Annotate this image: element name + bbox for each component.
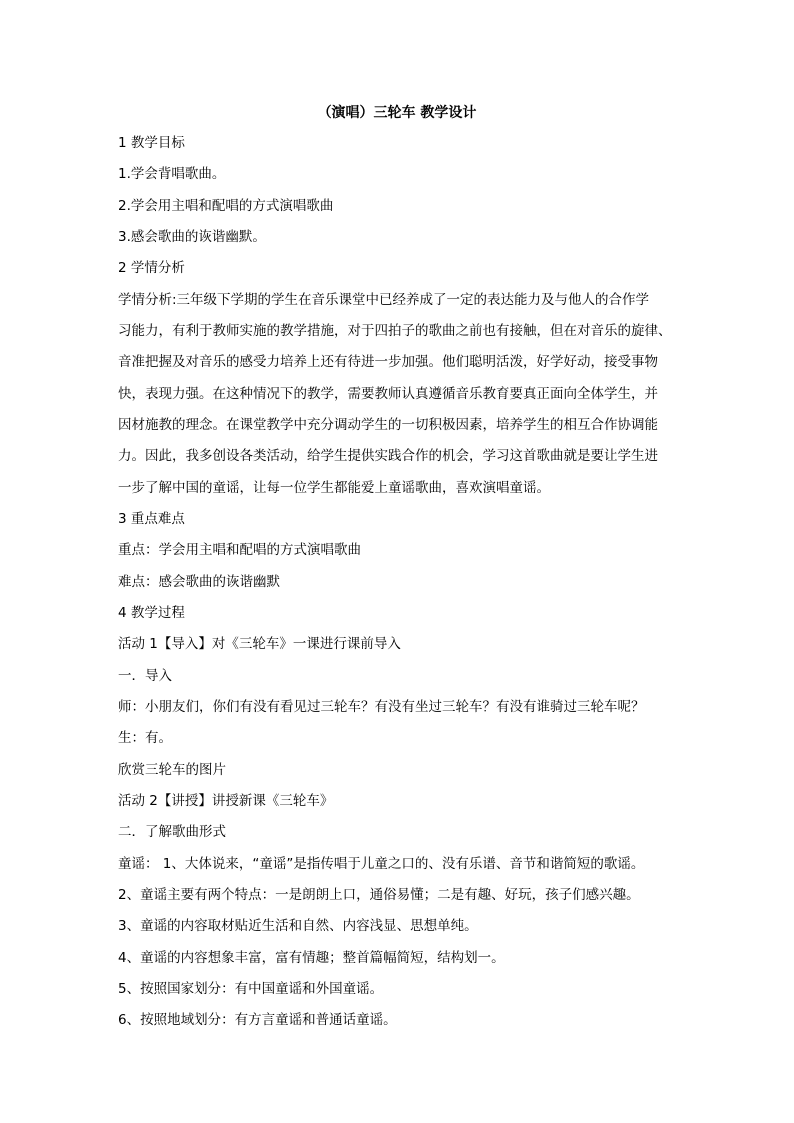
goal-item-3: 3.感会歌曲的诙谐幽默。 — [118, 229, 266, 245]
list-item: 6、按照地域划分：有方言童谣和普通话童谣。 — [118, 1012, 397, 1028]
paragraph-line: 因材施教的理念。在课堂教学中充分调动学生的一切积极因素，培养学生的相互合作协调能 — [118, 417, 658, 433]
activity-1-heading: 活动 1【导入】对《三轮车》一课进行课前导入 — [118, 636, 401, 652]
document-title: （演唱）三轮车 教学设计 — [317, 105, 477, 121]
paragraph-line: 习能力，有利于教师实施的教学措施，对于四拍子的歌曲之前也有接触，但在对音乐的旋律、 — [118, 323, 672, 339]
difficulty-point: 难点：感会歌曲的诙谐幽默 — [118, 574, 280, 590]
paragraph-line: 力。因此，我多创设各类活动，给学生提供实践合作的机会，学习这首歌曲就是要让学生进 — [118, 448, 658, 464]
list-item: 4、童谣的内容想象丰富，富有情趣；整首篇幅简短，结构划一。 — [118, 950, 505, 966]
key-point: 重点：学会用主唱和配唱的方式演唱歌曲 — [118, 542, 361, 558]
student-line: 生：有。 — [118, 730, 172, 746]
section-heading-student-analysis: 2 学情分析 — [118, 260, 185, 276]
activity-2-heading: 活动 2【讲授】讲授新课《三轮车》 — [118, 793, 334, 809]
paragraph-line: 快，表现力强。在这种情况下的教学，需要教师认真遵循音乐教育要真正面向全体学生，并 — [118, 386, 658, 402]
section-heading-teaching-goals: 1 教学目标 — [118, 135, 185, 151]
subheading-intro: 一．导入 — [118, 668, 172, 684]
teacher-line: 师：小朋友们，你们有没有看见过三轮车？有没有坐过三轮车？有没有谁骑过三轮车呢？ — [118, 699, 645, 715]
list-item: 5、按照国家划分：有中国童谣和外国童谣。 — [118, 981, 384, 997]
list-item: 童谣： 1、大体说来，“童谣”是指传唱于儿童之口的、没有乐谱、音节和谐简短的歌谣。 — [118, 856, 645, 872]
list-item: 3、童谣的内容取材贴近生活和自然、内容浅显、思想单纯。 — [118, 918, 478, 934]
section-heading-teaching-process: 4 教学过程 — [118, 605, 185, 621]
subheading-song-form: 二．了解歌曲形式 — [118, 824, 226, 840]
paragraph-line: 音准把握及对音乐的感受力培养上还有待进一步加强。他们聪明活泼，好学好动，接受事物 — [118, 354, 658, 370]
goal-item-2: 2.学会用主唱和配唱的方式演唱歌曲 — [118, 198, 334, 214]
goal-item-1: 1.学会背唱歌曲。 — [118, 166, 226, 182]
list-item: 2、童谣主要有两个特点：一是朗朗上口，通俗易懂；二是有趣、好玩，孩子们感兴趣。 — [118, 887, 640, 903]
section-heading-key-points: 3 重点难点 — [118, 511, 185, 527]
paragraph-line: 学情分析:三年级下学期的学生在音乐课堂中已经养成了一定的表达能力及与他人的合作学 — [118, 292, 650, 308]
text-line: 欣赏三轮车的图片 — [118, 762, 226, 778]
paragraph-line: 一步了解中国的童谣，让每一位学生都能爱上童谣歌曲，喜欢演唱童谣。 — [118, 480, 550, 496]
